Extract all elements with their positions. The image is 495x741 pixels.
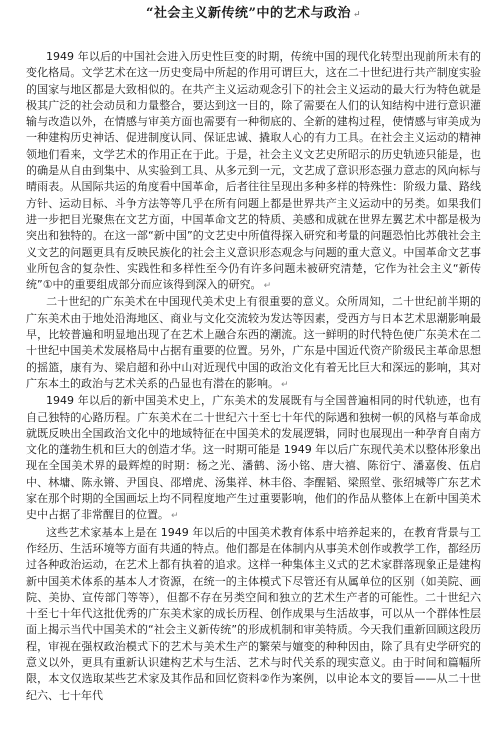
paragraph-2 bbox=[26, 294, 481, 393]
paragraph-2-text: 二十世纪的广东美术在中国现代美术史上有很重要的意义。众所周知，二十世纪前半期的广东美术由于地处沿海地区、商业与文化交流较为发达等因素，受西方与日本艺术思潮影响最早，比较普遍和明显地出现了在艺术上融合东西的潮流。这一鲜明的时代特色使广东美术在二十世纪中国美术发展格局中占据有重要的位置。另外，广东是中国近代资产阶级民主革命思想的摇篮，康有为、梁启超和孙中山对近现代中国的政治文化有着无比巨大和深远的影响，其对广东本土的政治与艺术关系的凸显也有潜在的影响。 bbox=[26, 295, 481, 390]
paragraph-3 bbox=[26, 393, 481, 524]
paragraph-4 bbox=[26, 525, 481, 704]
paragraph-mark-icon: ↵ bbox=[281, 379, 289, 390]
paragraph-mark-icon: ↵ bbox=[171, 511, 179, 522]
paragraph-4-text: 这些艺术家基本上是在 1949 年以后的中国美术教育体系中培养起来的，在教育背景与工作经历、生活环境等方面有共通的特点。他们都是在体制内从事美术创作或教学工作，都经历过各种政治运动，在艺术上都有执着的追求。这样一种集体主义式的艺术家群落现象正是建构新中国美术体系的基本人才资源，在统一的主体模式下尽管还有从属单位的区别（如美院、画院、美协、宣传部门等等），但都不存在另类空间和独立的艺术生产者的可能性。二十世纪六十至七十年代这批优秀的广东美术家的成长历程、创作成果与生活故事，可以从一个群体性层面上揭示当代中国美术的“社会主义新传统”的形成机制和审美特质。今天我们重新回顾这段历程，审视在强权政治模式下的艺术与美术生产的繁荣与嬗变的种种因由，除了具有史学研究的意义以外，更具有重新认识建构艺术与生活、艺术与时代关系的现实意义。由于时间和篇幅所限，本文仅选取某些艺术家及其作品和回忆资料②作为案例，以申论本文的要旨——从二十世纪六、七十年代 bbox=[26, 525, 481, 702]
document-title-text: “社会主义新传统”中的艺术与政治 bbox=[145, 6, 351, 21]
paragraph-mark-icon: ↵ bbox=[352, 10, 361, 20]
paragraph-1 bbox=[26, 49, 481, 294]
paragraph-3-text: 1949 年以后的新中国美术史上，广东美术的发展既有与全国普遍相同的时代轨迹，也有自己独特的心路历程。广东美术在二十世纪六十至七十年代的际遇和独树一帜的风格与革命成就既反映出全国政治文化中的地域特征在中国美术的发展逻辑，同时也展现出一种孕育自南方文化的蓬勃生机和巨大的创造才华。这一时期可能是 1949 年以后广东现代美术以整体形象出现在全国美术界的最辉煌的时期：杨之光、潘鹤、汤小铭、唐大禧、陈衍宁、潘嘉俊、伍启中、林墉、陈永锵、尹国良、邵增虎、汤集祥、林丰俗、李醒韬、梁照堂、张绍城等广东艺术家在那个时期的全国画坛上均不同程度地产生过重要影响，他们的作品从整体上在新中国美术史中占据了非常醒目的位置。 bbox=[26, 394, 482, 522]
document-title bbox=[26, 6, 481, 23]
paragraph-1-text: 1949 年以后的中国社会进入历史性巨变的时期，传统中国的现代化转型出现前所未有的变化格局。文学艺术在这一历史变局中所起的作用可谓巨大，这在二十世纪进行共产制度实验的国家与地区都是大致相似的。在共产主义运动观念引下的社会主义运动的最大行为特色就是极其广泛的社会动员和力量整合，要达到这一目的，除了需要在人们的认知结构中进行意识灌输与改造以外，在情感与审美方面也需要有一种彻底的、全新的建构过程，使情感与审美成为一种建构历史神话、促进制度认同、保证忠诚、撬取人心的有力工具。在社会主义运动的精神领地们看来，文学艺术的作用正在于此。于是，社会主义文艺史所昭示的历史轨迹只能是，也的确是从自由到集中、从实验到工具、从多元到一元，文艺成了意识形态强力意志的风向标与晴雨表。从国际共运的角度看中国革命，后者往往呈现出多种多样的特殊性：阶级力量、路线方针、运动目标、斗争方法等等几乎在所有问题上都是世界共产主义运动中的另类。如果我们进一步把目光聚焦在文艺方面，中国革命文艺的特质、美感和成就在世界左翼艺术中都是极为突出和独特的。在这一部“新中国”的文艺史中所值得探入研究和考量的问题恐怕比苏俄社会主义文艺的问题更具有反映民族化的社会主义意识形态观念与问题的重大意义。中国革命文艺事业所包含的复杂性、实践性和多样性至今仍有许多问题未被研究清楚，它作为社会主义“新传统”①中的重要组成部分而应该得到深入的研究。 bbox=[26, 50, 481, 292]
paragraph-mark-icon: ↵ bbox=[263, 281, 272, 292]
